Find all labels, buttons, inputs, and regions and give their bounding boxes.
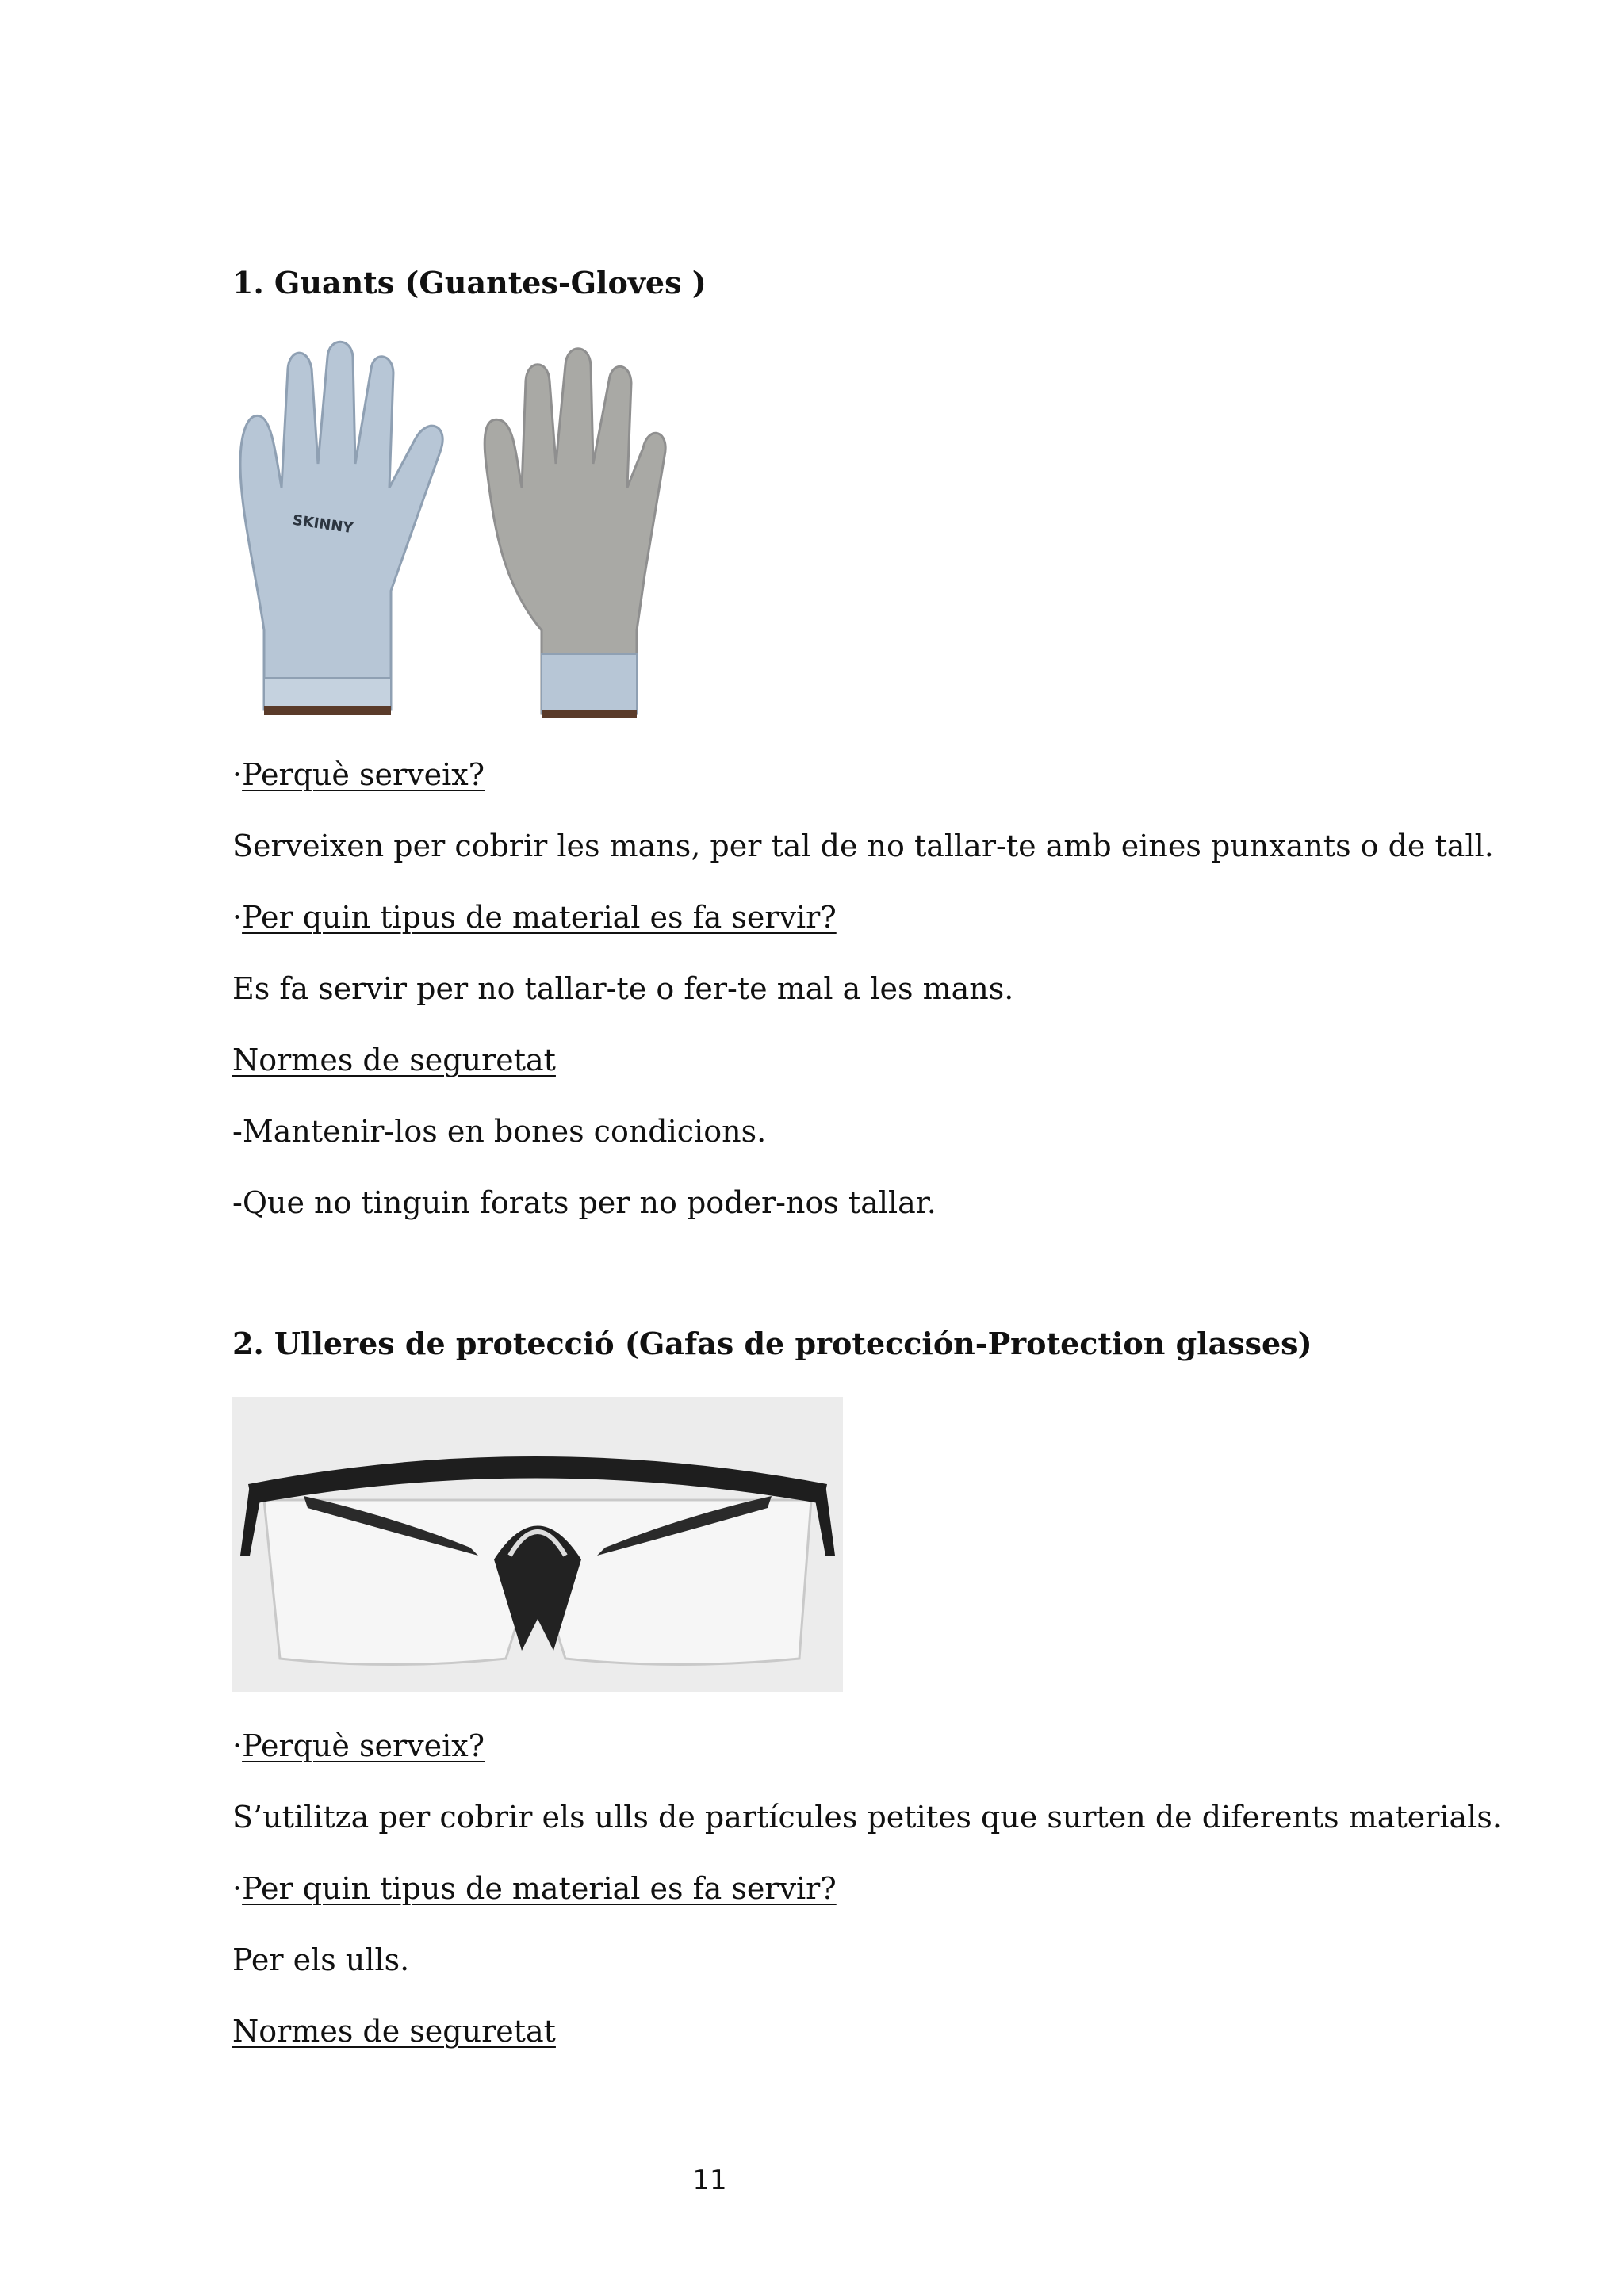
- bullet: ·: [232, 1728, 243, 1763]
- answer-material-2: Per els ulls.: [232, 1942, 410, 1977]
- gloves-image: [232, 337, 740, 729]
- safety-rule-2: -Que no tinguin forats per no poder-nos tallar.: [232, 1185, 936, 1220]
- safety-rule-1: -Mantenir-los en bones condicions.: [232, 1114, 767, 1149]
- question-text: Perquè serveix?: [242, 757, 485, 792]
- question-text: Perquè serveix?: [242, 1728, 485, 1763]
- question-purpose-1: [232, 755, 485, 794]
- section-heading-glasses: 2. Ulleres de protecció (Gafas de protección-Protection glasses): [232, 1326, 1312, 1361]
- safety-rules-title-2: Normes de seguretat: [232, 2014, 556, 2049]
- question-text: Per quin tipus de material es fa servir?: [242, 900, 837, 935]
- question-purpose-2: [232, 1726, 485, 1766]
- page-number: 11: [692, 2164, 727, 2196]
- question-material-2: [232, 1869, 837, 1908]
- question-material-1: [232, 897, 837, 937]
- glasses-image: [232, 1397, 843, 1695]
- bullet: ·: [232, 1871, 243, 1906]
- answer-purpose-2: S’utilitza per cobrir els ulls de partícules petites que surten de diferents materials.: [232, 1800, 1502, 1835]
- section-heading-gloves: 1. Guants (Guantes-Gloves ): [232, 265, 707, 300]
- bullet: ·: [232, 757, 243, 792]
- glove-brand-text: SKINNY: [291, 511, 354, 538]
- answer-purpose-1: Serveixen per cobrir les mans, per tal de no tallar-te amb eines punxants o de tall.: [232, 828, 1494, 863]
- bullet: ·: [232, 900, 243, 935]
- question-text: Per quin tipus de material es fa servir?: [242, 1871, 837, 1906]
- safety-rules-title-1: Normes de seguretat: [232, 1043, 556, 1077]
- answer-material-1: Es fa servir per no tallar-te o fer-te mal a les mans.: [232, 971, 1014, 1006]
